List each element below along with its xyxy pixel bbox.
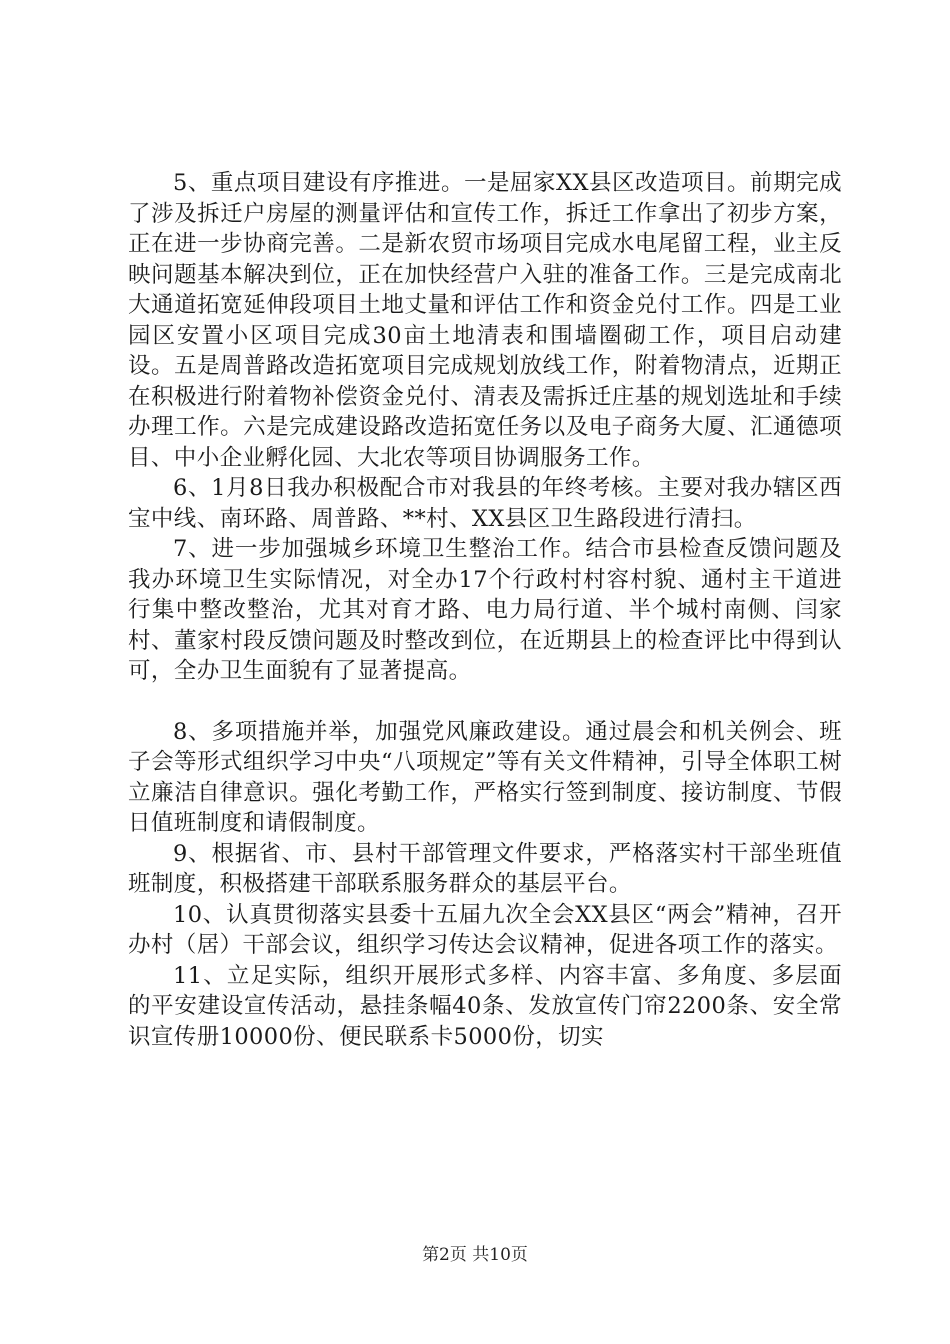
document-body (128, 168, 842, 1052)
paragraph-item-9: 9、根据省、市、县村干部管理文件要求，严格落实村干部坐班值班制度，积极搭建干部联系服务群众的基层平台。 (128, 840, 842, 897)
paragraph-item-8: 8、多项措施并举，加强党风廉政建设。通过晨会和机关例会、班子会等形式组织学习中央“八项规定”等有关文件精神，引导全体职工树立廉洁自律意识。强化考勤工作，严格实行签到制度、接访制度、节假日值班制度和请假制度。 (128, 718, 842, 836)
paragraph-item-10: 10、认真贯彻落实县委十五届九次全会XX县区“两会”精神，召开办村（居）干部会议，组织学习传达会议精神，促进各项工作的落实。 (128, 901, 842, 958)
paragraph-item-5: 5、重点项目建设有序推进。一是屈家XX县区改造项目。前期完成了涉及拆迁户房屋的测量评估和宣传工作，拆迁工作拿出了初步方案，正在进一步协商完善。二是新农贸市场项目完成水电尾留工程，业主反映问题基本解决到位，正在加快经营户入驻的准备工作。三是完成南北大通道拓宽延伸段项目土地丈量和评估工作和资金兑付工作。四是工业园区安置小区项目完成30亩土地清表和围墙圈砌工作，项目启动建设。五是周普路改造拓宽项目完成规划放线工作，附着物清点，近期正在积极进行附着物补偿资金兑付、清表及需拆迁庄基的规划选址和手续办理工作。六是完成建设路改造拓宽任务以及电子商务大厦、汇通德项目、中小企业孵化园、大北农等项目协调服务工作。 (128, 170, 842, 471)
page-number-footer: 第2页 共10页 (422, 1245, 528, 1265)
paragraph-item-11: 11、立足实际，组织开展形式多样、内容丰富、多角度、多层面的平安建设宣传活动，悬挂条幅40条、发放宣传门帘2200条、安全常识宣传册10000份、便民联系卡5000份，切实 (128, 962, 842, 1050)
paragraph-spacer (128, 687, 842, 717)
paragraph-item-6: 6、1月8日我办积极配合市对我县的年终考核。主要对我办辖区西宝中线、南环路、周普路、**村、XX县区卫生路段进行清扫。 (128, 475, 842, 532)
paragraph-item-7: 7、进一步加强城乡环境卫生整治工作。结合市县检查反馈问题及我办环境卫生实际情况，对全办17个行政村村容村貌、通村主干道进行集中整改整治，尤其对育才路、电力局行道、半个城村南侧、闫家村、董家村段反馈问题及时整改到位，在近期县上的检查评比中得到认可，全办卫生面貌有了显著提高。 (128, 536, 842, 684)
